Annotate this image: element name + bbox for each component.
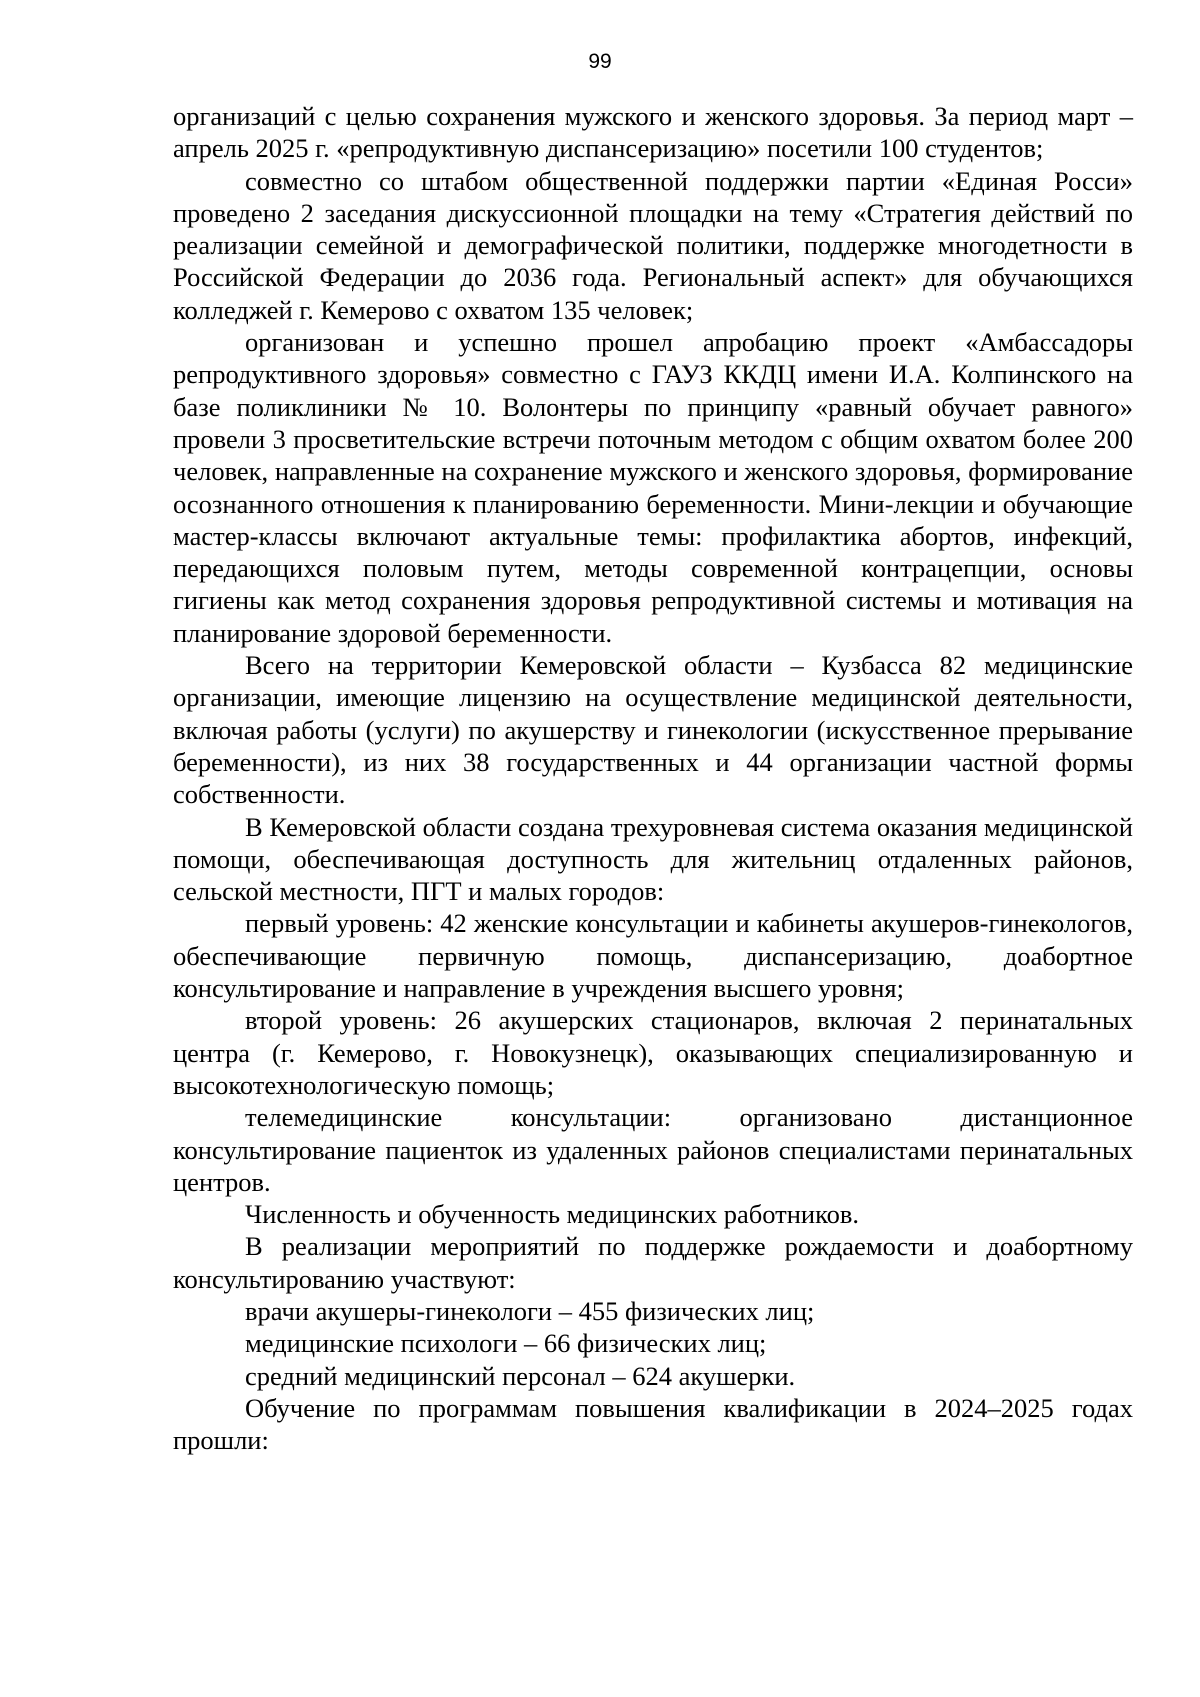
- paragraph-psychologists: медицинские психологи – 66 физических лиц;: [245, 1328, 767, 1359]
- paragraph-midwives: средний медицинский персонал – 624 акушерки.: [245, 1360, 796, 1391]
- paragraph-three-level-system: В Кемеровской области создана трехуровневая система оказания медицинской помощи, обеспечивающая доступность для жительниц отдаленных районов, сельской местности, ПГТ и малых городов:: [173, 811, 1133, 907]
- paragraph-telemedicine: телемедицинские консультации: организовано дистанционное консультирование пациенток из удаленных районов специалистами перинатальных центров.: [173, 1102, 1133, 1197]
- paragraph-obstetricians: врачи акушеры-гинекологи – 455 физических лиц;: [245, 1295, 815, 1326]
- paragraph-discussion-platform: совместно со штабом общественной поддержки партии «Единая Росси» проведено 2 заседания дискуссионной площадки на тему «Стратегия действий по реализации семейной и демографической политики, поддержке многодетности в Российской Федерации до 2036 года. Региональный аспект» для обучающихся колледжей г. Кемерово с охватом 135 человек;: [173, 165, 1133, 325]
- paragraph-continuation: организаций с целью сохранения мужского и женского здоровья. За период март – апрель 2025 г. «репродуктивную диспансеризацию» посетили 100 студентов;: [173, 101, 1133, 164]
- page-number: 99: [588, 50, 612, 73]
- paragraph-medical-organizations: Всего на территории Кемеровской области – Кузбасса 82 медицинские организации, имеющие лицензию на осуществление медицинской деятельности, включая работы (услуги) по акушерству и гинекологии (искусственное прерывание беременности), из них 38 государственных и 44 организации частной формы собственности.: [173, 650, 1133, 810]
- paragraph-second-level: второй уровень: 26 акушерских стационаров, включая 2 перинатальных центра (г. Кемерово, г. Новокузнецк), оказывающих специализированную и высокотехнологическую помощь;: [173, 1005, 1133, 1100]
- paragraph-first-level: первый уровень: 42 женские консультации и кабинеты акушеров-гинекологов, обеспечивающие первичную помощь, диспансеризацию, доабортное консультирование и направление в учреждения высшего уровня;: [173, 908, 1133, 1004]
- document-body: [173, 100, 1133, 1456]
- paragraph-participants: В реализации мероприятий по поддержке рождаемости и доабортному консультированию участвуют:: [173, 1231, 1133, 1294]
- paragraph-ambassadors-project: организован и успешно прошел апробацию проект «Амбассадоры репродуктивного здоровья» совместно с ГАУЗ ККДЦ имени И.А. Колпинского на базе поликлиники № 10. Волонтеры по принципу «равный обучает равного» провели 3 просветительские встречи поточным методом с общим охватом более 200 человек, направленные на сохранение мужского и женского здоровья, формирование осознанного отношения к планированию беременности. Мини-лекции и обучающие мастер-классы включают актуальные темы: профилактика абортов, инфекций, передающихся половым путем, методы современной контрацепции, основы гигиены как метод сохранения здоровья репродуктивной системы и мотивация на планирование здоровой беременности.: [173, 327, 1133, 648]
- paragraph-staff-heading: Численность и обученность медицинских работников.: [245, 1199, 860, 1230]
- paragraph-training: Обучение по программам повышения квалификации в 2024–2025 годах прошли:: [173, 1392, 1133, 1456]
